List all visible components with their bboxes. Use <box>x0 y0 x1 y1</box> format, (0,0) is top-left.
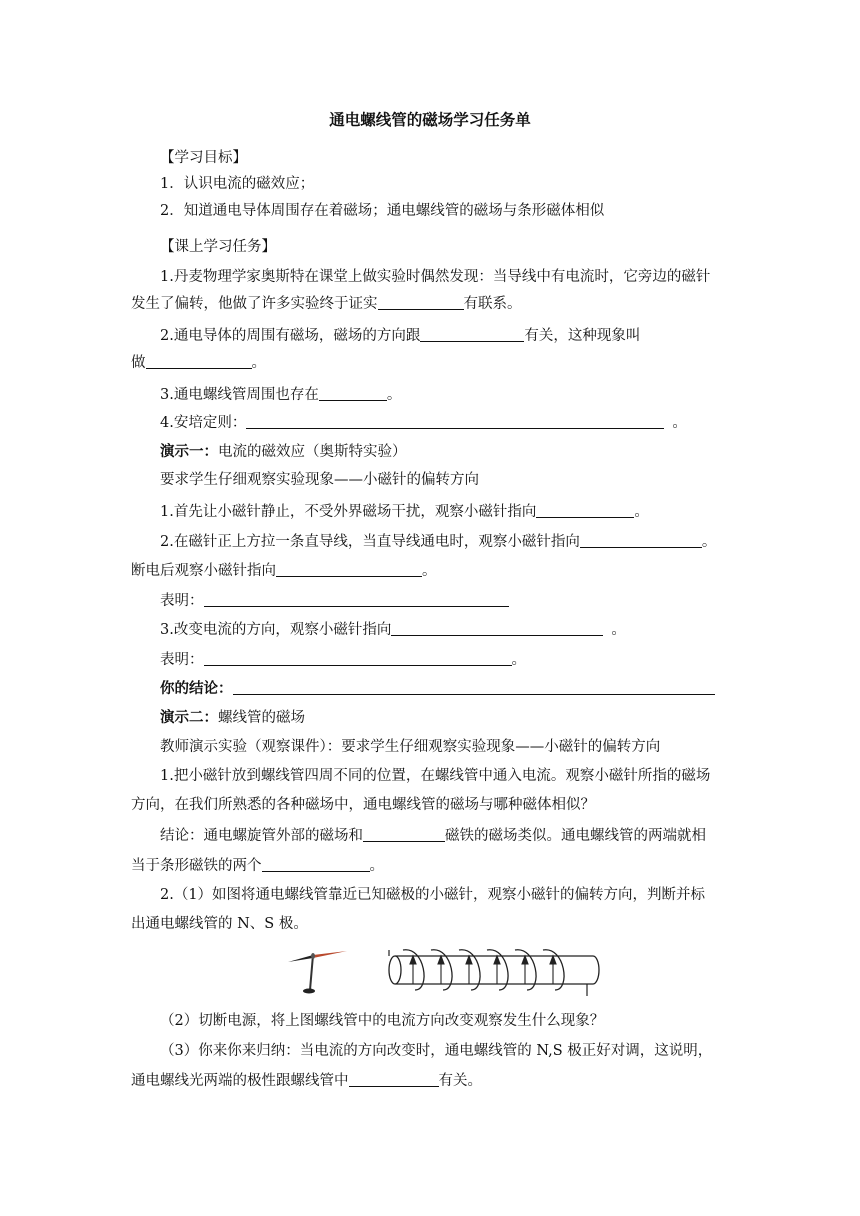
goal-item-2: 2．知道通电导体周围存在着磁场；通电螺线管的磁场与条形磁体相似 <box>160 203 605 219</box>
answer-blank[interactable] <box>349 1072 439 1087</box>
task-2-line-1 <box>160 326 640 346</box>
task-4-punct: 。 <box>672 415 687 431</box>
answer-blank[interactable] <box>246 414 664 429</box>
demo-2-requirement: 教师演示实验（观察课件）：要求学生仔细观察实验现象——小磁针的偏转方向 <box>160 739 661 755</box>
demo-1-conclusion <box>160 679 715 699</box>
goals-heading: 【学习目标】 <box>160 150 247 166</box>
answer-blank[interactable] <box>233 680 715 695</box>
task-3-punct: 。 <box>386 387 402 403</box>
answer-blank[interactable] <box>378 295 464 310</box>
task-2-text-end: 有关，这种现象叫 <box>524 328 641 344</box>
task-4-text: 4.安培定则： <box>160 415 247 431</box>
demo-1-step-3-punct: 。 <box>611 622 626 638</box>
answer-blank[interactable] <box>391 621 603 636</box>
answer-blank[interactable] <box>363 827 445 842</box>
demo-1-requirement: 要求学生仔细观察实验现象——小磁针的偏转方向 <box>160 472 479 488</box>
solenoid-figure <box>285 940 615 1000</box>
demo-1-title: 电流的磁效应（奥斯特实验） <box>218 444 407 460</box>
task-3 <box>160 385 401 405</box>
task-2-text: 2.通电导体的周围有磁场，磁场的方向跟 <box>160 328 421 344</box>
answer-blank[interactable] <box>262 857 370 872</box>
task-1-line-2 <box>131 294 522 314</box>
demo-2-conclusion-line-2 <box>131 856 384 876</box>
demo-2-step-2-part-2: （2）切断电源，将上图螺线管中的电流方向改变观察发生什么现象？ <box>160 1013 605 1029</box>
show-label: 表明： <box>160 652 204 668</box>
summary-text: 通电螺线光两端的极性跟螺线管中 <box>131 1073 349 1089</box>
demo-2-conclusion-line-1 <box>160 826 706 846</box>
demo-1-step-2b-text: 断电后观察小磁针指向 <box>131 563 276 579</box>
answer-blank[interactable] <box>276 562 422 577</box>
answer-blank[interactable] <box>536 503 634 518</box>
compass-needle-icon <box>288 951 347 994</box>
task-1-text-end: 有联系。 <box>463 296 522 312</box>
solenoid-icon <box>389 950 599 996</box>
answer-blank[interactable] <box>204 651 512 666</box>
task-2-line-2 <box>131 353 266 373</box>
demo-2-step-2-line-2: 出通电螺线管的 N、S 极。 <box>131 916 308 932</box>
demo-1-step-3-text: 3.改变电流的方向，观察小磁针指向 <box>160 622 392 638</box>
demo-2-label: 演示二： <box>160 709 218 726</box>
conclusion-label: 你的结论： <box>160 680 233 697</box>
demo-1-show-2 <box>160 650 526 670</box>
show-label: 表明： <box>160 593 204 609</box>
tasks-heading: 【课上学习任务】 <box>160 239 276 255</box>
demo-2-step-1-line-2: 方向，在我们所熟悉的各种磁场中，通电螺线管的磁场与哪种磁体相似？ <box>131 797 595 813</box>
answer-blank[interactable] <box>420 327 524 342</box>
conclusion-text-b: 当于条形磁铁的两个 <box>131 858 262 874</box>
conclusion-text: 结论：通电螺旋管外部的磁场和 <box>160 828 363 844</box>
demo-1-step-2-cont <box>131 561 437 581</box>
demo-1-step-3 <box>160 620 626 640</box>
task-2-punct: 。 <box>251 355 266 371</box>
task-2-text-cont: 做 <box>131 355 146 371</box>
demo-2-step-2-part-3-line-2 <box>131 1071 482 1091</box>
demo-1-show-1 <box>160 591 509 611</box>
answer-blank[interactable] <box>580 533 702 548</box>
answer-blank[interactable] <box>204 592 509 607</box>
demo-1-step-2 <box>160 532 716 552</box>
demo-1-step-2b-punct: 。 <box>422 563 437 579</box>
demo-1-step-2-punct: 。 <box>701 534 717 550</box>
page-title: 通电螺线管的磁场学习任务单 <box>329 110 531 129</box>
demo-2-step-2-part-3-line-1: （3）你来你来归纳：当电流的方向改变时，通电螺线管的 N,S 极正好对调，这说明， <box>160 1043 713 1059</box>
goal-item-1: 1．认识电流的磁效应； <box>160 176 315 192</box>
demo-1-heading <box>160 442 407 462</box>
summary-text-end: 有关。 <box>438 1073 482 1089</box>
task-3-text: 3.通电螺线管周围也存在 <box>160 387 319 403</box>
task-4 <box>160 413 687 433</box>
task-1-line-1: 1.丹麦物理学家奥斯特在课堂上做实验时偶然发现：当导线中有电流时，它旁边的磁针 <box>160 269 711 285</box>
demo-2-step-2-line-1: 2.（1）如图将通电螺线管靠近已知磁极的小磁针，观察小磁针的偏转方向，判断并标 <box>160 887 706 903</box>
conclusion-punct: 。 <box>369 858 384 874</box>
demo-2-title: 螺线管的磁场 <box>218 710 305 726</box>
answer-blank[interactable] <box>319 386 387 401</box>
demo-2-heading <box>160 708 305 728</box>
demo-1-step-1 <box>160 502 649 522</box>
demo-1-label: 演示一： <box>160 443 218 460</box>
demo-1-step-1-text: 1.首先让小磁针静止，不受外界磁场干扰，观察小磁针指向 <box>160 504 537 520</box>
demo-1-step-2-text: 2.在磁针正上方拉一条直导线，当直导线通电时，观察小磁针指向 <box>160 534 580 550</box>
answer-blank[interactable] <box>146 354 252 369</box>
conclusion-text-cont: 磁铁的磁场类似。通电螺线管的两端就相 <box>445 828 706 844</box>
show-punct: 。 <box>511 652 526 668</box>
demo-1-step-1-punct: 。 <box>634 504 649 520</box>
demo-2-step-1-line-1: 1.把小磁针放到螺线管四周不同的位置，在螺线管中通入电流。观察小磁针所指的磁场 <box>160 768 711 784</box>
task-1-text: 发生了偏转，他做了许多实验终于证实 <box>131 296 378 312</box>
